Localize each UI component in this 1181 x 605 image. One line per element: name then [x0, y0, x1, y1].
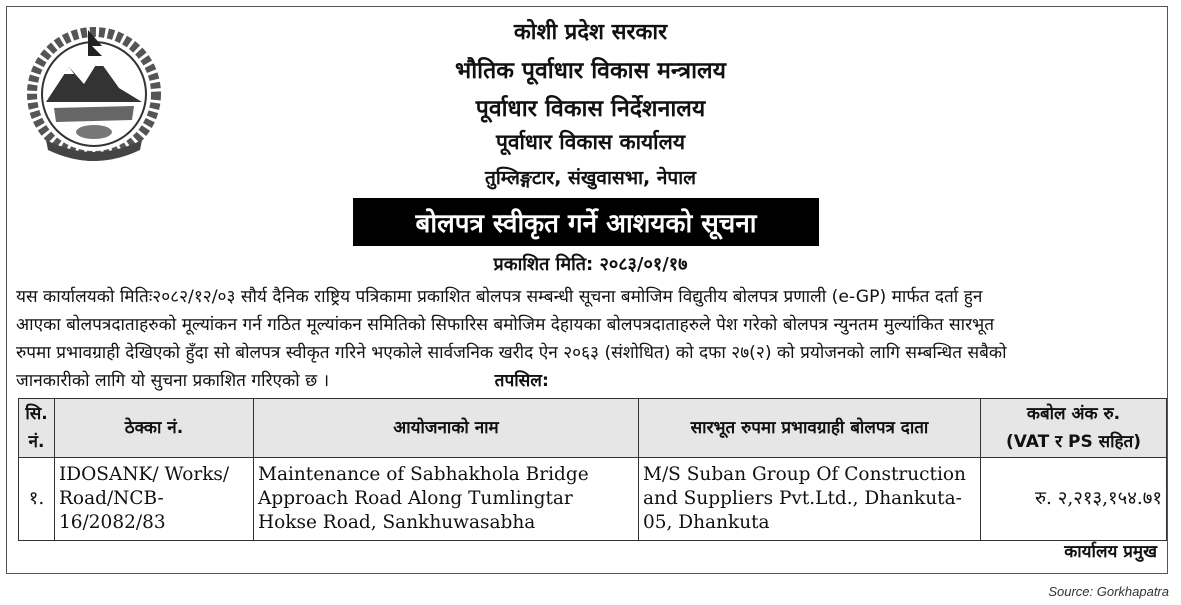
header-sn-line1: सि.: [25, 404, 48, 424]
header-amount: [981, 399, 1167, 458]
ministry-heading: भौतिक पूर्वाधार विकास मन्त्रालय: [455, 58, 726, 84]
body-line-last: [16, 367, 1166, 395]
cell-contract-no: IDOSANK/ Works/ Road/NCB-16/2082/83: [55, 458, 254, 541]
header-project-name: आयोजनाको नाम: [254, 399, 639, 458]
table-row: [19, 458, 1167, 541]
award-table: [18, 398, 1167, 541]
directorate-heading: पूर्वाधार विकास निर्देशनालय: [475, 96, 706, 122]
office-location: तुम्लिङ्गटार, संखुवासभा, नेपाल: [485, 167, 696, 189]
source-credit: Source: Gorkhapatra: [1048, 584, 1169, 599]
body-line-text: जानकारीको लागि यो सुचना प्रकाशित गरिएको छ ।: [16, 371, 330, 391]
cell-amount: रु. २,२१३,१५४.७१: [981, 458, 1167, 541]
body-line: यस कार्यालयको मितिः२०८२/१२/०३ सौर्य दैनिक राष्ट्रिय पत्रिकामा प्रकाशित बोलपत्र सम्बन्धी सूचना बमोजिम विद्युतीय बोलपत्र प्रणाली (e-GP) मार्फत दर्ता हुन: [16, 287, 983, 307]
cell-bidder: M/S Suban Group Of Construction and Suppliers Pvt.Ltd., Dhankuta-05, Dhankuta: [639, 458, 981, 541]
notice-title: [353, 198, 819, 246]
header-amount-line1: कबोल अंक रु.: [1026, 404, 1121, 424]
signature-office-chief: कार्यालय प्रमुख: [1064, 542, 1157, 562]
header-sn-line2: नं.: [28, 432, 45, 452]
notice-body: [16, 283, 1166, 395]
published-date: प्रकाशित मिति: २०८३/०१/१७: [493, 254, 688, 275]
header-sn: [19, 399, 55, 458]
tapsil-label: तपसिल:: [494, 371, 549, 391]
cell-sn: १.: [19, 458, 55, 541]
notice-title-text: बोलपत्र स्वीकृत गर्ने आशयको सूचना: [415, 209, 757, 239]
header-amount-line2: (VAT र PS सहित): [1006, 432, 1141, 452]
header-contract-no: ठेक्का नं.: [55, 399, 254, 458]
government-heading: कोशी प्रदेश सरकार: [513, 20, 668, 45]
body-line: आएका बोलपत्रदाताहरुको मूल्यांकन गर्न गठित मूल्यांकन समितिको सिफारिस बमोजिम देहायका बोलपत्रदाताहरुले पेश गरेको बोलपत्र न्युनतम मुल्यांकित सारभूत: [16, 315, 995, 335]
body-line: रुपमा प्रभावग्राही देखिएको हुँदा सो बोलपत्र स्वीकृत गरिने भएकोले सार्वजनिक खरीद ऐन २०६३ (संशोधित) को दफा २७(२) को प्रयोजनको लागि सम्बन्धित सबैको: [16, 343, 1007, 363]
table-header-row: [19, 399, 1167, 458]
cell-project-name: Maintenance of Sabhakhola Bridge Approach Road Along Tumlingtar Hokse Road, Sankhuwasabha: [254, 458, 639, 541]
office-heading: पूर्वाधार विकास कार्यालय: [495, 130, 686, 154]
header-bidder: सारभूत रुपमा प्रभावग्राही बोलपत्र दाता: [639, 399, 981, 458]
